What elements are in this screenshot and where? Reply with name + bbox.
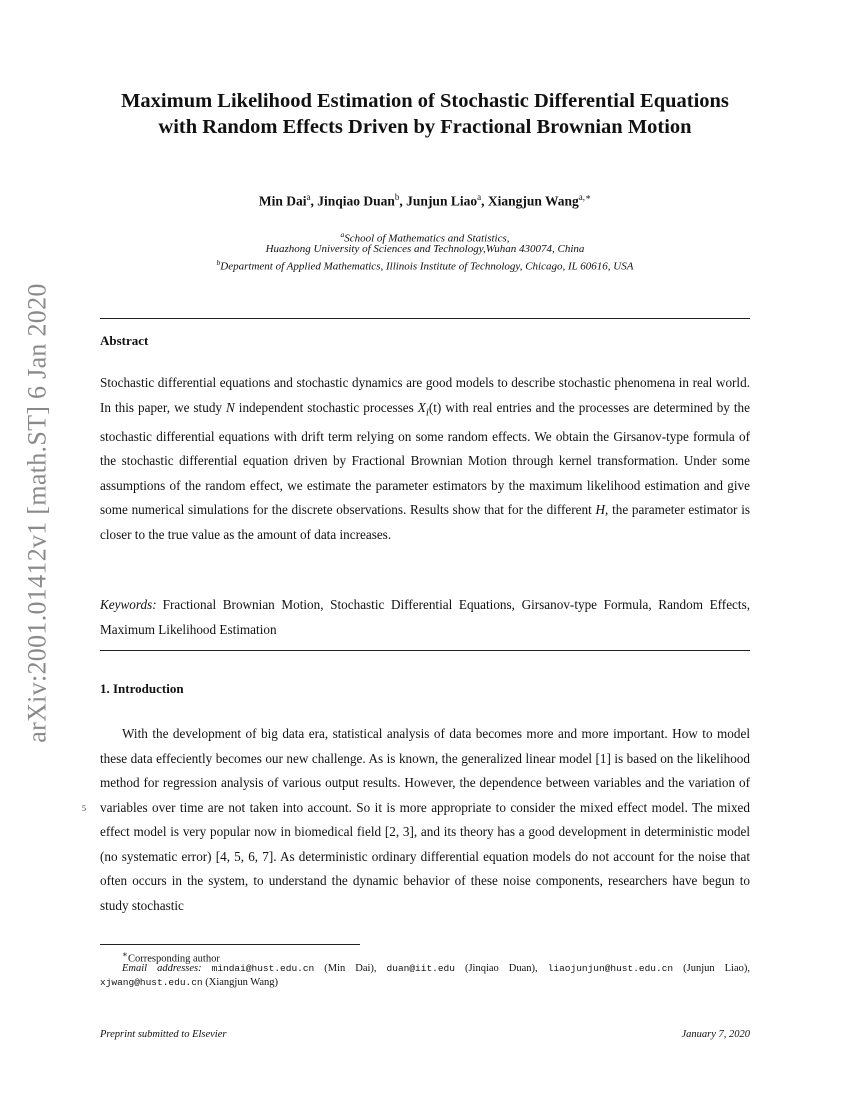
paper-title: Maximum Likelihood Estimation of Stochastic Differential Equations with Random Effects Driven by Fractional Brownian Motion bbox=[121, 90, 729, 138]
footnote-rule bbox=[100, 944, 360, 945]
footnote-emails: Email addresses: mindai@hust.edu.cn (Min Dai), duan@iit.edu (Jinqiao Duan), liaojunjun@hust.edu.cn (Junjun Liao), xjwang@hust.edu.cn (Xiangjun Wang) bbox=[100, 963, 750, 988]
math-xi-t: $X_i(t)$ bbox=[417, 399, 442, 419]
keywords bbox=[100, 593, 750, 642]
author-name: Junjun Liao bbox=[406, 193, 478, 209]
author-affil-mark: a,∗ bbox=[578, 192, 592, 202]
abstract-body: Stochastic differential equations and stochastic dynamics are good models to describe stochastic phenomena in real world. In this paper, we study N independent stochastic processes $X_i(t)$ with real entries and the processes are determined by the stochastic differential equations with drift term relying on some random effects. We obtain the Girsanov-type formula of the stochastic differential equation driven by Fractional Brownian Motion through kernel transformation. Under some assumptions of the random effect, we estimate the parameter estimators by the maximum likelihood estimation and give some numerical simulations for the discrete observations. Results show that for the different H, the parameter estimator is closer to the true value as the amount of data increases. bbox=[100, 375, 750, 542]
keywords-text: Fractional Brownian Motion, Stochastic Differential Equations, Girsanov-type Formula, Random Effects, Maximum Likelihood Estimation bbox=[100, 597, 750, 637]
arxiv-id: arXiv:2001.01412v1 [math.ST] 6 Jan 2020 bbox=[23, 282, 52, 743]
math-n: N bbox=[226, 399, 235, 415]
author-affil-mark: a bbox=[306, 192, 311, 202]
email-link[interactable]: duan@iit.edu bbox=[386, 963, 455, 974]
affiliation-a-line2: Huazhong University of Sciences and Technology,Wuhan 430074, China bbox=[265, 243, 585, 255]
author-affil-mark: b bbox=[394, 192, 400, 202]
keywords-label: Keywords: bbox=[100, 597, 157, 612]
author-list: Min Dai$^a$, Jinqiao Duan$^b$, Junjun Liao$^a$, Xiangjun Wang$^{a,∗}$ bbox=[258, 192, 592, 209]
line-number: 5 bbox=[82, 804, 86, 813]
footer-date: January 7, 2020 bbox=[681, 1029, 750, 1040]
author-name: Xiangjun Wang bbox=[487, 193, 579, 209]
email-link[interactable]: mindai@hust.edu.cn bbox=[211, 963, 315, 974]
section-heading-introduction: 1. Introduction bbox=[100, 681, 184, 696]
email-link[interactable]: liaojunjun@hust.edu.cn bbox=[547, 963, 674, 974]
author-affil-mark: a bbox=[477, 192, 482, 202]
footnote-corresponding: ∗Corresponding author bbox=[122, 949, 220, 965]
abstract-heading: Abstract bbox=[100, 333, 149, 348]
affiliation-b: $^b$Department of Applied Mathematics, Illinois Institute of Technology, Chicago, IL 60616, USA bbox=[216, 258, 634, 273]
abstract-bottom-rule bbox=[100, 650, 750, 651]
affiliation-a-line1: $^a$School of Mathematics and Statistics, bbox=[340, 230, 510, 245]
email-link[interactable]: xjwang@hust.edu.cn bbox=[100, 976, 203, 988]
author-name: Min Dai bbox=[258, 193, 307, 209]
abstract-top-rule bbox=[100, 318, 750, 319]
math-h: H bbox=[595, 502, 606, 518]
footer-preprint: Preprint submitted to Elsevier bbox=[100, 1029, 227, 1040]
introduction-body: With the development of big data era, statistical analysis of data becomes more and more important. How to model these data effeciently becomes our new challenge. As is known, the generalized linear model [1] is based on the likelihood method for regression analysis of various output results. However, the dependence between variables and the variation of variables over time are not taken into account. So it is more appropriate to consider the mixed effect model. The mixed effect model is very popular now in biomedical field [2, 3], and its theory has a good development in deterministic model (no systematic error) [4, 5, 6, 7]. As deterministic ordinary differential equation models do not account for the noise that often occurs in the system, to understand the dynamic behavior of these noise components, researchers have begun to study stochastic bbox=[100, 726, 750, 913]
author-name: Jinqiao Duan bbox=[317, 193, 395, 209]
arxiv-stamp bbox=[18, 265, 58, 760]
